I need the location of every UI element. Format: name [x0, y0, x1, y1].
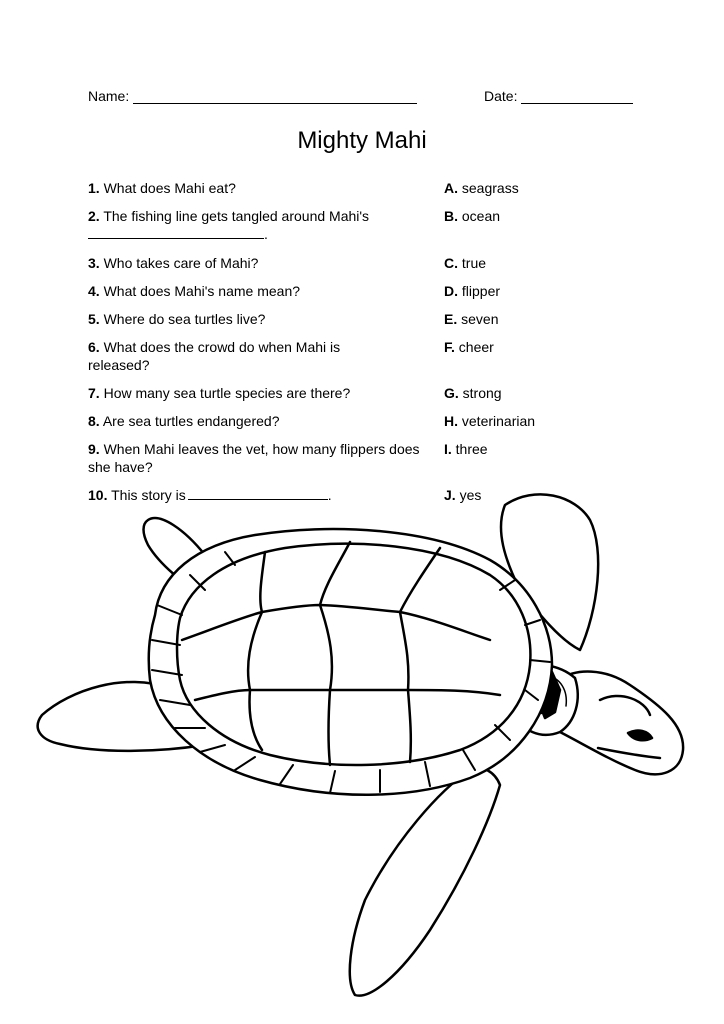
- answer-a: A. seagrass: [444, 180, 519, 196]
- question-7: 7. How many sea turtle species are there?: [88, 385, 351, 401]
- answer-j: J. yes: [444, 487, 482, 503]
- answer-b: B. ocean: [444, 208, 501, 224]
- name-label: Name:: [88, 88, 130, 104]
- question-10: 10. This story is .: [88, 487, 332, 503]
- question-1: 1. What does Mahi eat?: [88, 180, 236, 196]
- answer-c: C. true: [444, 255, 487, 271]
- date-label: Date:: [484, 88, 518, 104]
- question-9: 9. When Mahi leaves the vet, how many flippers does she have?: [88, 441, 420, 475]
- worksheet-title: Mighty Mahi: [297, 127, 427, 154]
- question-3: 3. Who takes care of Mahi?: [88, 255, 259, 271]
- answer-g: G. strong: [444, 385, 502, 401]
- question-4: 4. What does Mahi's name mean?: [88, 283, 301, 299]
- answer-f: F. cheer: [444, 339, 494, 355]
- answer-d: D. flipper: [444, 283, 501, 299]
- front-bottom-flipper: [350, 768, 500, 996]
- question-8: 8. Are sea turtles endangered?: [88, 413, 280, 429]
- shell-carapace: [177, 544, 530, 765]
- answer-i: I. three: [444, 441, 488, 457]
- answer-h: H. veterinarian: [444, 413, 536, 429]
- question-6: 6. What does the crowd do when Mahi is released?: [88, 339, 341, 373]
- question-5: 5. Where do sea turtles live?: [88, 311, 266, 327]
- answer-e: E. seven: [444, 311, 499, 327]
- question-2: 2. The fishing line gets tangled around Mahi's .: [88, 208, 370, 242]
